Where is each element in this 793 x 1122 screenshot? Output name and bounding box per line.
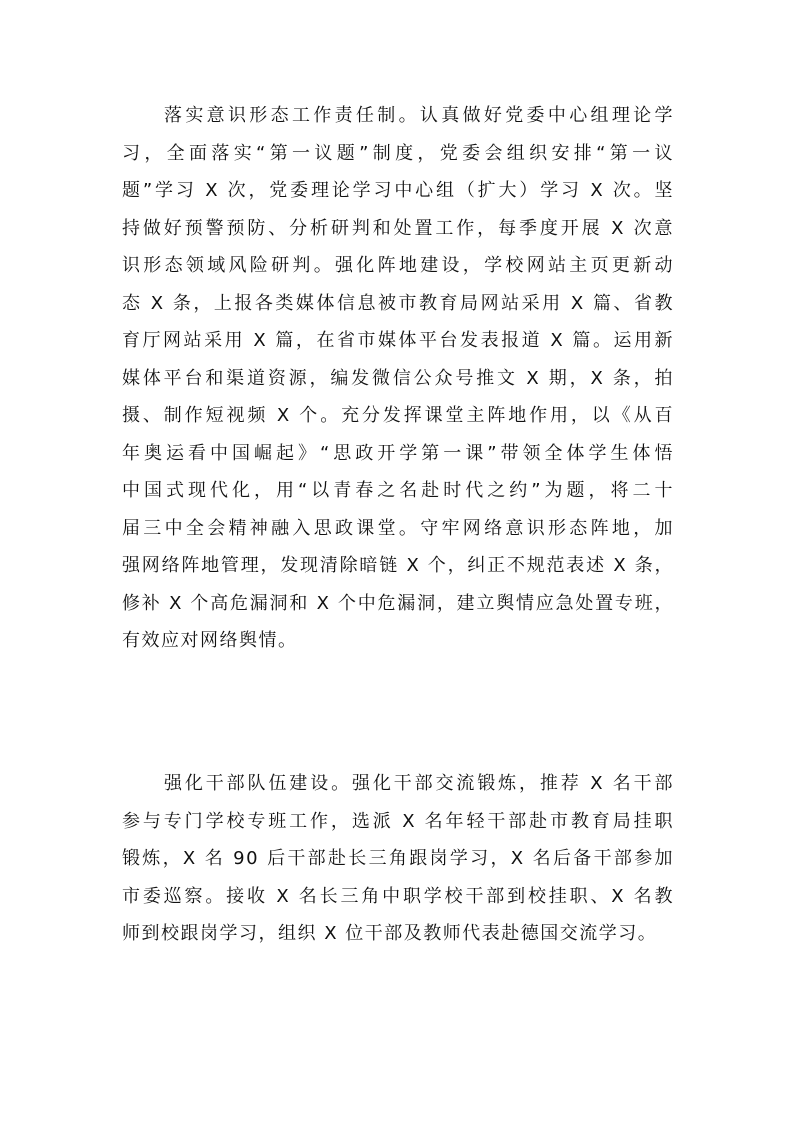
paragraph-line: 媒体平台和渠道资源，编发微信公众号推文 X 期，X 条，拍 (122, 367, 674, 389)
paragraph-line: 落实意识形态工作责任制。认真做好党委中心组理论学 (164, 105, 674, 126)
paragraph-line: 强化干部队伍建设。强化干部交流锻炼，推荐 X 名干部 (164, 773, 674, 794)
paragraph-line: 中国式现代化，用“以青春之名赴时代之约”为题，将二十 (122, 480, 674, 501)
paragraph-line: 持做好预警预防、分析研判和处置工作，每季度开展 X 次意 (122, 217, 674, 239)
paragraph-line: 师到校跟岗学习，组织 X 位干部及教师代表赴德国交流学习。 (122, 923, 658, 944)
paragraph-line: 参与专门学校专班工作，选派 X 名年轻干部赴市教育局挂职 (122, 810, 674, 832)
paragraph-line: 题”学习 X 次，党委理论学习中心组（扩大）学习 X 次。坚 (122, 180, 674, 201)
paragraph-line: 强网络阵地管理，发现清除暗链 X 个，纠正不规范表述 X 条， (122, 555, 674, 576)
paragraph-line: 习，全面落实“第一议题”制度，党委会组织安排“第一议 (122, 142, 674, 164)
paragraph-line: 识形态领域风险研判。强化阵地建设，学校网站主页更新动 (122, 255, 674, 276)
paragraph-line: 届三中全会精神融入思政课堂。守牢网络意识形态阵地，加 (122, 517, 674, 539)
paragraph-line: 育厅网站采用 X 篇，在省市媒体平台发表报道 X 篇。运用新 (122, 330, 674, 351)
paragraph-line: 有效应对网络舆情。 (122, 630, 298, 651)
paragraph-line: 年奥运看中国崛起》“思政开学第一课”带领全体学生体悟 (122, 442, 674, 464)
paragraph-line: 修补 X 个高危漏洞和 X 个中危漏洞，建立舆情应急处置专班， (122, 592, 674, 614)
paragraph-line: 市委巡察。接收 X 名长三角中职学校干部到校挂职、X 名教 (122, 885, 674, 907)
paragraph-ideology-responsibility (122, 97, 674, 660)
paragraph-line: 摄、制作短视频 X 个。充分发挥课堂主阵地作用，以《从百 (122, 405, 674, 426)
paragraph-cadre-team (122, 765, 674, 953)
paragraph-line: 锻炼，X 名 90 后干部赴长三角跟岗学习，X 名后备干部参加 (122, 848, 674, 869)
paragraph-line: 态 X 条，上报各类媒体信息被市教育局网站采用 X 篇、省教 (122, 292, 674, 314)
